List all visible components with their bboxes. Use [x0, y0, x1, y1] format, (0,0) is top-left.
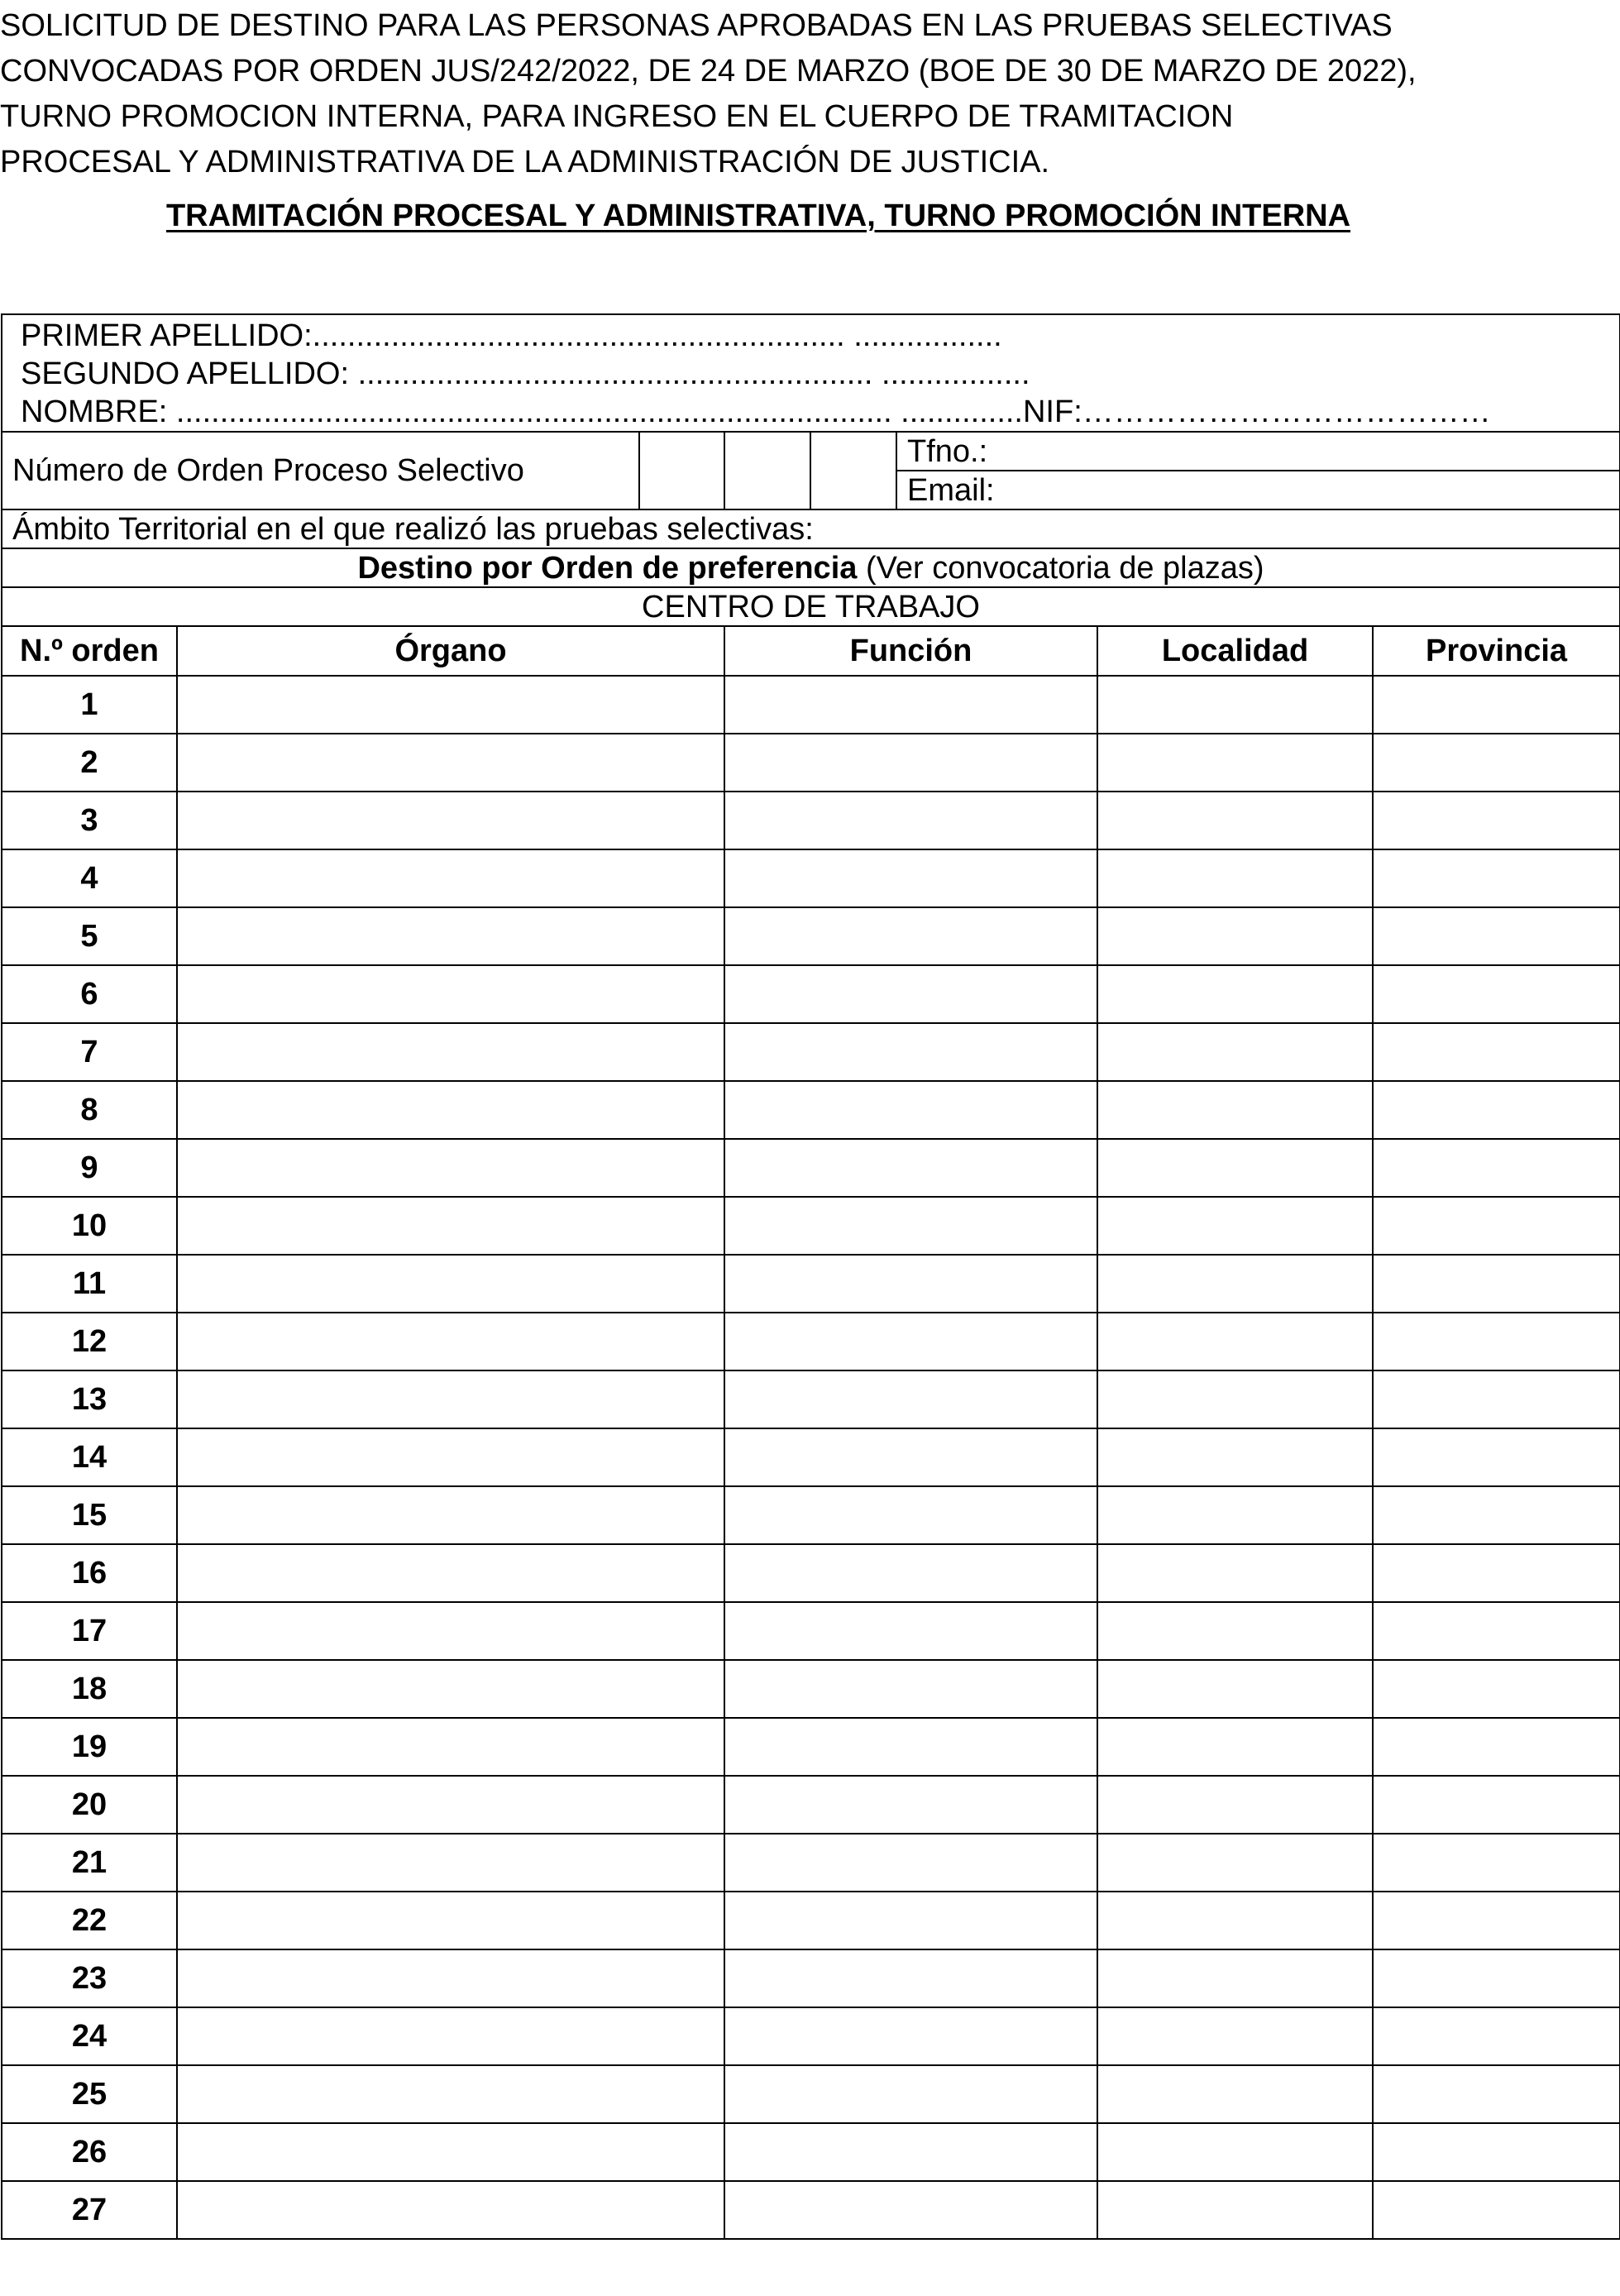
row-number: 15 [2, 1486, 177, 1544]
organo-cell[interactable] [177, 1370, 724, 1428]
provincia-cell[interactable] [1373, 1428, 1620, 1486]
provincia-cell[interactable] [1373, 676, 1620, 734]
row-number: 7 [2, 1023, 177, 1081]
localidad-cell[interactable] [1097, 2181, 1373, 2239]
localidad-cell[interactable] [1097, 2065, 1373, 2123]
provincia-cell[interactable] [1373, 734, 1620, 792]
localidad-cell[interactable] [1097, 1892, 1373, 1949]
provincia-cell[interactable] [1373, 2007, 1620, 2065]
intro-line: SOLICITUD DE DESTINO PARA LAS PERSONAS APROBADAS EN LAS PRUEBAS SELECTIVAS [0, 8, 1393, 43]
provincia-cell[interactable] [1373, 1197, 1620, 1255]
provincia-cell[interactable] [1373, 1660, 1620, 1718]
column-header-funcion: Función [724, 626, 1097, 676]
localidad-cell[interactable] [1097, 1023, 1373, 1081]
row-number: 14 [2, 1428, 177, 1486]
funcion-cell[interactable] [724, 676, 1097, 734]
ambito-territorial-field[interactable]: Ámbito Territorial en el que realizó las pruebas selectivas: [2, 509, 1620, 548]
table-row [2, 1370, 1620, 1428]
localidad-cell[interactable] [1097, 1660, 1373, 1718]
localidad-cell[interactable] [1097, 1370, 1373, 1428]
organo-cell[interactable] [177, 1313, 724, 1370]
email-field[interactable]: Email: [896, 471, 1620, 509]
provincia-cell[interactable] [1373, 2065, 1620, 2123]
table-row [2, 1776, 1620, 1834]
localidad-cell[interactable] [1097, 1544, 1373, 1602]
funcion-cell[interactable] [724, 1370, 1097, 1428]
provincia-cell[interactable] [1373, 965, 1620, 1023]
funcion-cell[interactable] [724, 1197, 1097, 1255]
funcion-cell[interactable] [724, 1660, 1097, 1718]
column-header-localidad: Localidad [1097, 626, 1373, 676]
funcion-cell[interactable] [724, 1428, 1097, 1486]
table-row [2, 849, 1620, 907]
provincia-cell[interactable] [1373, 1949, 1620, 2007]
organo-cell[interactable] [177, 734, 724, 792]
personal-data-cell [2, 314, 1620, 432]
localidad-cell[interactable] [1097, 1428, 1373, 1486]
table-row [2, 1718, 1620, 1776]
provincia-cell[interactable] [1373, 1139, 1620, 1197]
segundo-apellido-field[interactable]: SEGUNDO APELLIDO: ........................................................... ................. [21, 356, 1030, 391]
localidad-cell[interactable] [1097, 676, 1373, 734]
organo-cell[interactable] [177, 1428, 724, 1486]
organo-cell[interactable] [177, 2123, 724, 2181]
provincia-cell[interactable] [1373, 2123, 1620, 2181]
localidad-cell[interactable] [1097, 1081, 1373, 1139]
table-row [2, 1834, 1620, 1892]
funcion-cell[interactable] [724, 965, 1097, 1023]
row-number: 20 [2, 1776, 177, 1834]
centro-trabajo-header: CENTRO DE TRABAJO [2, 587, 1620, 626]
organo-cell[interactable] [177, 849, 724, 907]
table-row [2, 907, 1620, 965]
funcion-cell[interactable] [724, 1892, 1097, 1949]
funcion-cell[interactable] [724, 1081, 1097, 1139]
funcion-cell[interactable] [724, 734, 1097, 792]
row-number: 13 [2, 1370, 177, 1428]
provincia-cell[interactable] [1373, 1892, 1620, 1949]
localidad-cell[interactable] [1097, 734, 1373, 792]
funcion-cell[interactable] [724, 1313, 1097, 1370]
localidad-cell[interactable] [1097, 1776, 1373, 1834]
row-number: 8 [2, 1081, 177, 1139]
funcion-cell[interactable] [724, 1718, 1097, 1776]
funcion-cell[interactable] [724, 792, 1097, 849]
organo-cell[interactable] [177, 907, 724, 965]
table-row [2, 792, 1620, 849]
provincia-cell[interactable] [1373, 1602, 1620, 1660]
row-number: 1 [2, 676, 177, 734]
provincia-cell[interactable] [1373, 1081, 1620, 1139]
table-row [2, 965, 1620, 1023]
table-row [2, 1197, 1620, 1255]
provincia-cell[interactable] [1373, 907, 1620, 965]
organo-cell[interactable] [177, 1255, 724, 1313]
funcion-cell[interactable] [724, 2007, 1097, 2065]
tfno-field[interactable]: Tfno.: [896, 432, 1620, 471]
table-row [2, 2123, 1620, 2181]
localidad-cell[interactable] [1097, 2007, 1373, 2065]
organo-cell[interactable] [177, 1023, 724, 1081]
row-number: 16 [2, 1544, 177, 1602]
provincia-cell[interactable] [1373, 1023, 1620, 1081]
table-row [2, 1544, 1620, 1602]
table-row [2, 1892, 1620, 1949]
organo-cell[interactable] [177, 1139, 724, 1197]
funcion-cell[interactable] [724, 1139, 1097, 1197]
destino-note: (Ver convocatoria de plazas) [857, 550, 1264, 586]
localidad-cell[interactable] [1097, 1313, 1373, 1370]
row-number: 18 [2, 1660, 177, 1718]
organo-cell[interactable] [177, 1834, 724, 1892]
table-row [2, 1313, 1620, 1370]
row-number: 19 [2, 1718, 177, 1776]
table-row [2, 2065, 1620, 2123]
funcion-cell[interactable] [724, 907, 1097, 965]
table-row [2, 2007, 1620, 2065]
localidad-cell[interactable] [1097, 1718, 1373, 1776]
row-number: 21 [2, 1834, 177, 1892]
row-number: 6 [2, 965, 177, 1023]
funcion-cell[interactable] [724, 1776, 1097, 1834]
organo-cell[interactable] [177, 2181, 724, 2239]
table-row [2, 1023, 1620, 1081]
row-number: 25 [2, 2065, 177, 2123]
funcion-cell[interactable] [724, 2181, 1097, 2239]
column-header-provincia: Provincia [1373, 626, 1620, 676]
organo-cell[interactable] [177, 1602, 724, 1660]
table-row [2, 1081, 1620, 1139]
provincia-cell[interactable] [1373, 792, 1620, 849]
funcion-cell[interactable] [724, 2123, 1097, 2181]
intro-line: CONVOCADAS POR ORDEN JUS/242/2022, DE 24 DE MARZO (BOE DE 30 DE MARZO DE 2022), [0, 54, 1417, 88]
organo-cell[interactable] [177, 1949, 724, 2007]
provincia-cell[interactable] [1373, 849, 1620, 907]
provincia-cell[interactable] [1373, 1370, 1620, 1428]
funcion-cell[interactable] [724, 2065, 1097, 2123]
row-number: 10 [2, 1197, 177, 1255]
numero-orden-box-1[interactable] [639, 432, 724, 509]
destino-bold: Destino por Orden de preferencia [357, 550, 858, 586]
row-number: 22 [2, 1892, 177, 1949]
row-number: 26 [2, 2123, 177, 2181]
row-number: 4 [2, 849, 177, 907]
organo-cell[interactable] [177, 965, 724, 1023]
provincia-cell[interactable] [1373, 1834, 1620, 1892]
row-number: 12 [2, 1313, 177, 1370]
funcion-cell[interactable] [724, 1949, 1097, 2007]
row-number: 2 [2, 734, 177, 792]
intro-line: TURNO PROMOCION INTERNA, PARA INGRESO EN EL CUERPO DE TRAMITACION [0, 99, 1234, 134]
localidad-cell[interactable] [1097, 1486, 1373, 1544]
funcion-cell[interactable] [724, 1023, 1097, 1081]
localidad-cell[interactable] [1097, 1602, 1373, 1660]
provincia-cell[interactable] [1373, 1776, 1620, 1834]
table-row [2, 1949, 1620, 2007]
numero-orden-label: Número de Orden Proceso Selectivo [2, 432, 639, 509]
organo-cell[interactable] [177, 792, 724, 849]
localidad-cell[interactable] [1097, 1139, 1373, 1197]
row-number: 5 [2, 907, 177, 965]
column-header-orden: N.º orden [2, 626, 177, 676]
provincia-cell[interactable] [1373, 1544, 1620, 1602]
funcion-cell[interactable] [724, 849, 1097, 907]
subtitle-text: TRAMITACIÓN PROCESAL Y ADMINISTRATIVA, TURNO PROMOCIÓN INTERNA [165, 199, 1351, 233]
organo-cell[interactable] [177, 2065, 724, 2123]
nombre-nif-field[interactable]: NOMBRE: .................................................................................. ..............NIF:………………………………… [21, 395, 1491, 429]
organo-cell[interactable] [177, 1486, 724, 1544]
intro-text [0, 3, 1517, 185]
row-number: 23 [2, 1949, 177, 2007]
table-row [2, 1428, 1620, 1486]
row-number: 17 [2, 1602, 177, 1660]
table-row [2, 734, 1620, 792]
table-row [2, 1660, 1620, 1718]
provincia-cell[interactable] [1373, 2181, 1620, 2239]
numero-orden-box-3[interactable] [810, 432, 896, 509]
provincia-cell[interactable] [1373, 1255, 1620, 1313]
localidad-cell[interactable] [1097, 2123, 1373, 2181]
localidad-cell[interactable] [1097, 1834, 1373, 1892]
subtitle [0, 195, 1517, 237]
numero-orden-box-2[interactable] [724, 432, 810, 509]
organo-cell[interactable] [177, 1544, 724, 1602]
funcion-cell[interactable] [724, 1544, 1097, 1602]
localidad-cell[interactable] [1097, 1255, 1373, 1313]
table-row [2, 1602, 1620, 1660]
funcion-cell[interactable] [724, 1834, 1097, 1892]
table-row [2, 1255, 1620, 1313]
localidad-cell[interactable] [1097, 1197, 1373, 1255]
organo-cell[interactable] [177, 1892, 724, 1949]
table-row [2, 2181, 1620, 2239]
funcion-cell[interactable] [724, 1255, 1097, 1313]
provincia-cell[interactable] [1373, 1486, 1620, 1544]
row-number: 9 [2, 1139, 177, 1197]
organo-cell[interactable] [177, 1197, 724, 1255]
localidad-cell[interactable] [1097, 792, 1373, 849]
organo-cell[interactable] [177, 1081, 724, 1139]
row-number: 3 [2, 792, 177, 849]
row-number: 27 [2, 2181, 177, 2239]
row-number: 24 [2, 2007, 177, 2065]
provincia-cell[interactable] [1373, 1313, 1620, 1370]
primer-apellido-field[interactable]: PRIMER APELLIDO:............................................................. ................. [21, 318, 1002, 353]
table-row [2, 1486, 1620, 1544]
table-row [2, 1139, 1620, 1197]
funcion-cell[interactable] [724, 1486, 1097, 1544]
request-form-table [1, 313, 1620, 2240]
row-number: 11 [2, 1255, 177, 1313]
organo-cell[interactable] [177, 1776, 724, 1834]
column-header-organo: Órgano [177, 626, 724, 676]
intro-line: PROCESAL Y ADMINISTRATIVA DE LA ADMINISTRACIÓN DE JUSTICIA. [0, 145, 1050, 179]
localidad-cell[interactable] [1097, 849, 1373, 907]
localidad-cell[interactable] [1097, 907, 1373, 965]
organo-cell[interactable] [177, 2007, 724, 2065]
organo-cell[interactable] [177, 1718, 724, 1776]
organo-cell[interactable] [177, 676, 724, 734]
table-row [2, 676, 1620, 734]
organo-cell[interactable] [177, 1660, 724, 1718]
funcion-cell[interactable] [724, 1602, 1097, 1660]
localidad-cell[interactable] [1097, 965, 1373, 1023]
provincia-cell[interactable] [1373, 1718, 1620, 1776]
localidad-cell[interactable] [1097, 1949, 1373, 2007]
destino-header [2, 548, 1620, 587]
